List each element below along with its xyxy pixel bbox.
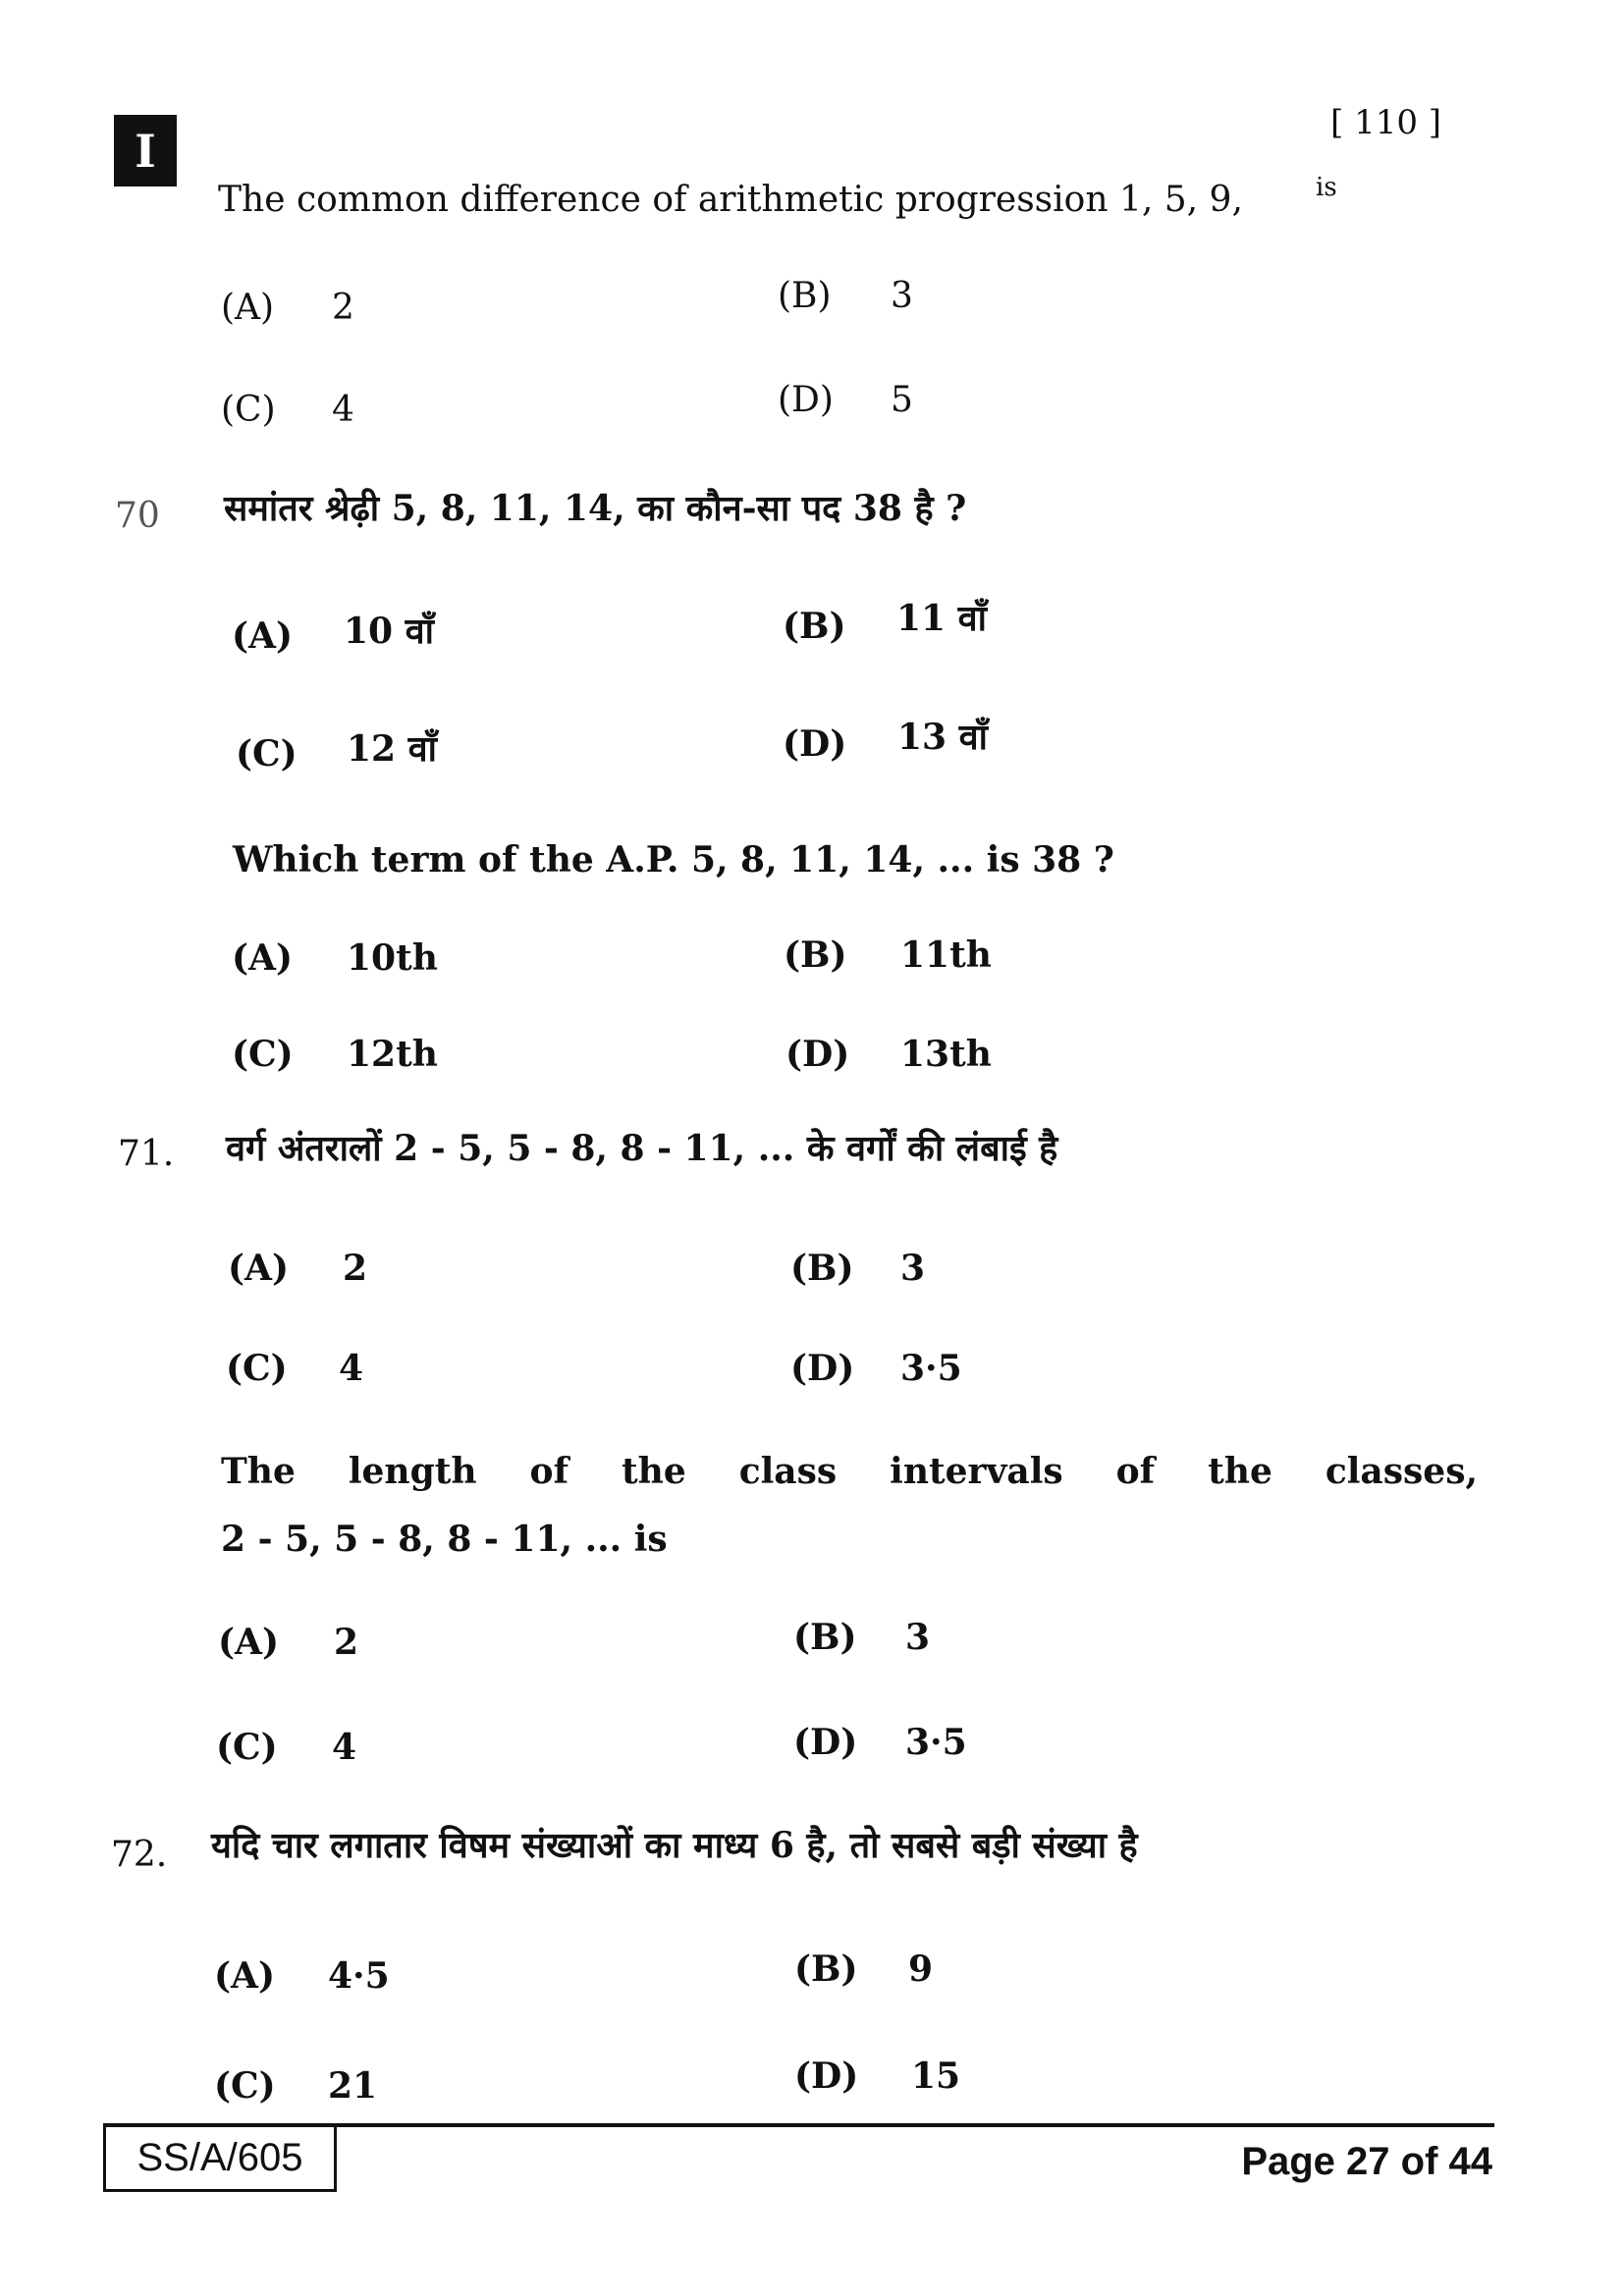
- option-label: (A): [232, 937, 293, 979]
- option-label: (D): [783, 723, 847, 765]
- question-number: 71.: [118, 1134, 175, 1174]
- option-label: (C): [216, 1727, 278, 1768]
- page-number: Page 27 of 44: [1241, 2140, 1492, 2183]
- option-value: 13 वाँ: [897, 717, 988, 758]
- option-label: (C): [226, 1348, 288, 1389]
- option-label: (D): [793, 1722, 858, 1763]
- question-72-text-hindi: यदि चार लगातार विषम संख्याओं का माध्य 6 है, तो सबसे बड़ी संख्या है: [211, 1825, 1138, 1866]
- option-value: 3: [900, 1248, 926, 1289]
- question-69-tail: is: [1316, 173, 1337, 202]
- option-value: 10 वाँ: [344, 611, 434, 652]
- option-label: (B): [790, 1248, 854, 1289]
- option-label: (A): [218, 1622, 279, 1663]
- question-number: 70: [115, 496, 160, 536]
- option-label: (C): [221, 390, 276, 430]
- option-label: (B): [783, 606, 846, 647]
- option-value: 21: [328, 2065, 378, 2107]
- option-value: 4: [332, 1727, 357, 1768]
- option-value: 2: [332, 288, 354, 328]
- option-label: (D): [790, 1348, 855, 1389]
- option-label: (A): [214, 1955, 275, 1997]
- option-value: 9: [908, 1949, 934, 1990]
- option-label: (D): [785, 1034, 850, 1075]
- option-value: 3: [891, 276, 913, 316]
- option-value: 5: [891, 380, 913, 420]
- option-value: 15: [911, 2056, 961, 2097]
- question-71-text-line1: The length of the class intervals of the classes,: [221, 1451, 1478, 1492]
- option-value: 4·5: [328, 1955, 390, 1997]
- option-label: (A): [232, 615, 293, 657]
- option-value: 12 वाँ: [347, 728, 437, 770]
- option-value: 3·5: [905, 1722, 967, 1763]
- option-label: (B): [778, 276, 832, 316]
- option-value: 3·5: [900, 1348, 962, 1389]
- option-label: (B): [794, 1949, 858, 1990]
- page-code: [ 110 ]: [1330, 103, 1442, 142]
- option-label: (C): [236, 733, 298, 774]
- option-value: 3: [905, 1617, 931, 1658]
- option-value: 11th: [900, 934, 992, 976]
- option-value: 12th: [347, 1034, 438, 1075]
- option-label: (C): [214, 2065, 276, 2107]
- option-value: 10th: [347, 937, 438, 979]
- option-label: (D): [794, 2056, 859, 2097]
- question-70-text: Which term of the A.P. 5, 8, 11, 14, ... is 38 ?: [233, 839, 1114, 881]
- question-number: 72.: [111, 1835, 168, 1875]
- question-71-text-line2: 2 - 5, 5 - 8, 8 - 11, ... is: [221, 1519, 668, 1560]
- question-70-text-hindi: समांतर श्रेढ़ी 5, 8, 11, 14, का कौन-सा पद 38 है ?: [224, 488, 967, 529]
- option-label: (D): [778, 380, 834, 420]
- option-label: (B): [784, 934, 847, 976]
- question-71-text-hindi: वर्ग अंतरालों 2 - 5, 5 - 8, 8 - 11, ... के वर्गों की लंबाई है: [226, 1128, 1058, 1169]
- option-value: 4: [332, 390, 354, 430]
- option-label: (B): [793, 1617, 857, 1658]
- option-value: 4: [339, 1348, 364, 1389]
- option-value: 2: [343, 1248, 368, 1289]
- option-label: (C): [232, 1034, 294, 1075]
- option-value: 13th: [900, 1034, 992, 1075]
- section-badge: I: [114, 115, 177, 187]
- option-value: 11 वाँ: [896, 598, 987, 639]
- option-label: (A): [221, 288, 275, 328]
- paper-code: SS/A/605: [103, 2127, 337, 2192]
- option-label: (A): [228, 1248, 289, 1289]
- option-value: 2: [334, 1622, 359, 1663]
- question-69-text: The common difference of arithmetic progression 1, 5, 9,: [218, 180, 1243, 220]
